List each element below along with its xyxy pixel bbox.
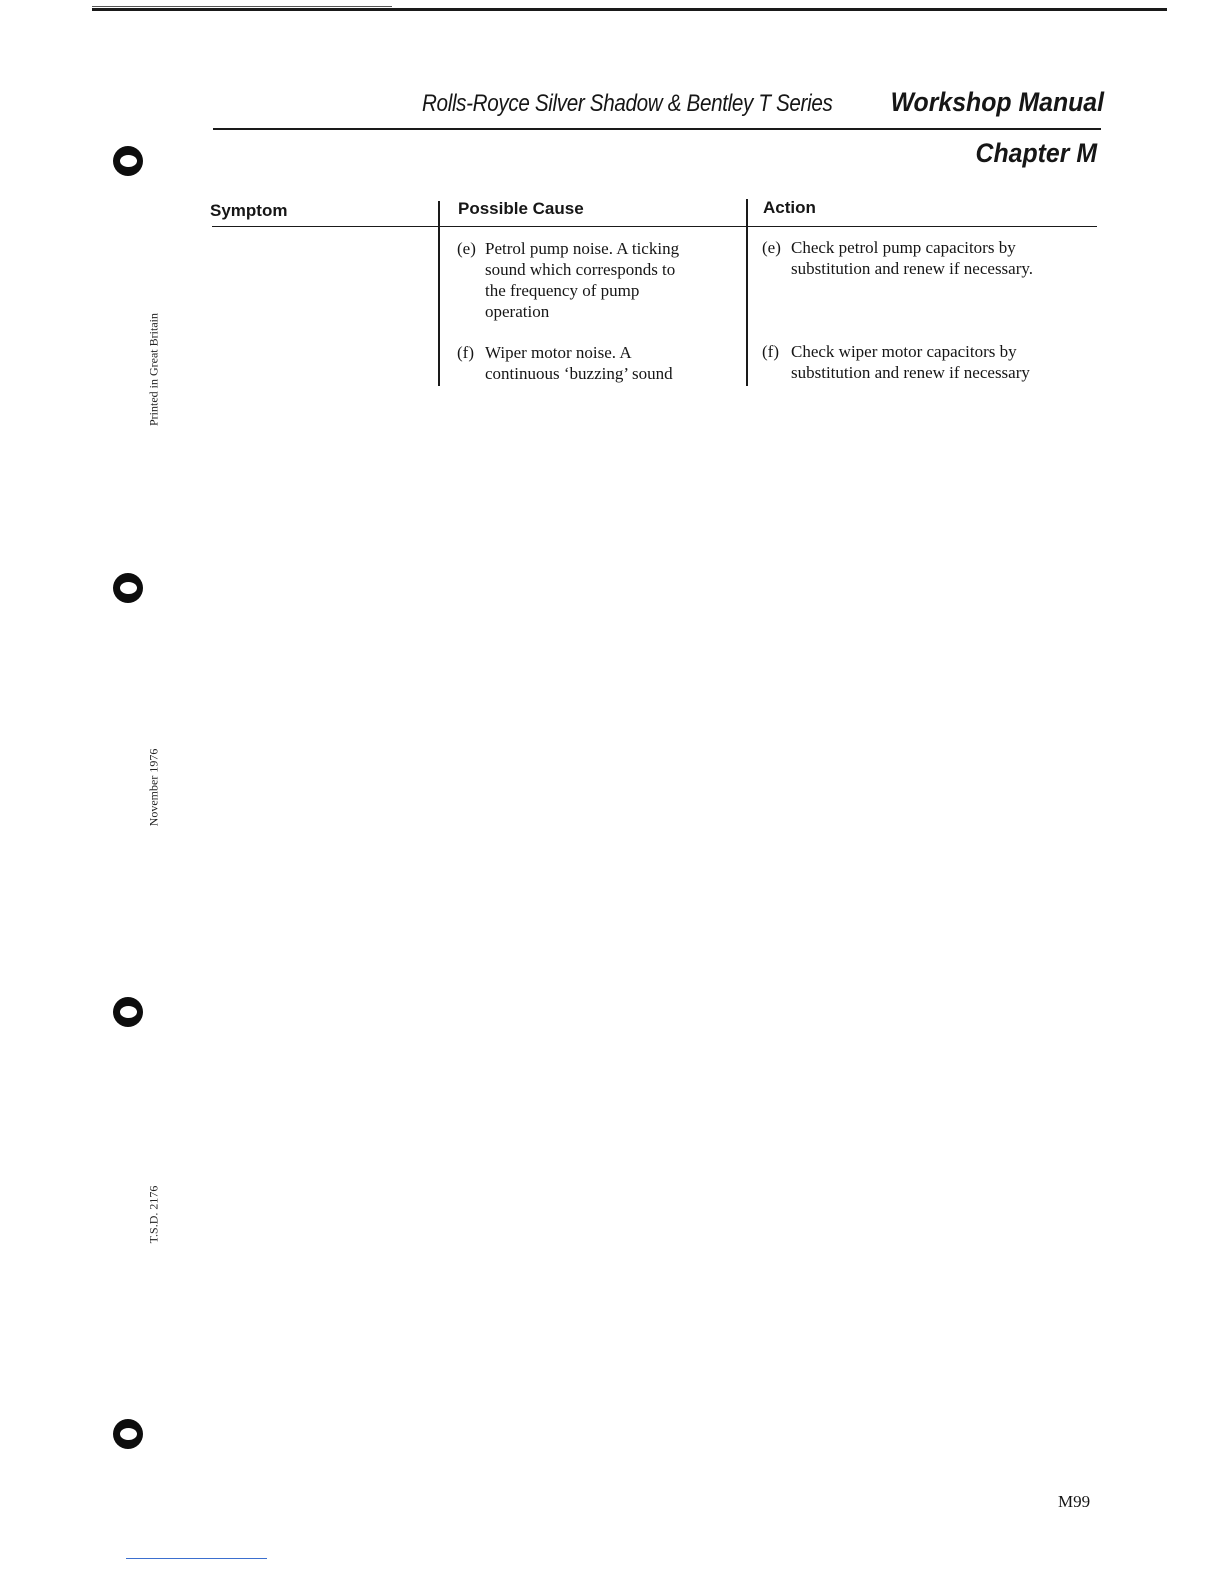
- manual-title: Rolls-Royce Silver Shadow & Bentley T Series: [422, 90, 833, 117]
- table-header-rule: [212, 226, 1097, 227]
- text-line: continuous ‘buzzing’ sound: [485, 364, 673, 383]
- header-rule: [213, 128, 1101, 130]
- action-label: (f): [762, 342, 779, 361]
- cause-entry-f: [457, 342, 747, 392]
- tsd-note: T.S.D. 2176: [146, 1185, 161, 1244]
- text-line: Petrol pump noise. A ticking: [485, 239, 680, 258]
- printed-in-note: Printed in Great Britain: [146, 313, 161, 426]
- action-text: [791, 341, 1030, 383]
- text-line: substitution and renew if necessary.: [791, 259, 1034, 278]
- action-entry-f: [762, 341, 1102, 391]
- bottom-rule: [126, 1558, 267, 1559]
- binder-hole-icon: [113, 1419, 143, 1449]
- cause-entry-e: [457, 238, 747, 328]
- text-line: substitution and renew if necessary: [791, 363, 1030, 382]
- text-line: sound which corresponds to: [485, 260, 676, 279]
- action-column-header: Action: [763, 198, 816, 217]
- page-number: M99: [1058, 1492, 1091, 1511]
- binder-hole-icon: [113, 997, 143, 1027]
- text-line: Check petrol pump capacitors by: [791, 238, 1016, 257]
- possible-cause-column-header: Possible Cause: [458, 199, 584, 218]
- cause-text: [485, 342, 673, 384]
- symptom-column-header: Symptom: [210, 201, 288, 220]
- text-line: Wiper motor noise. A: [485, 343, 632, 362]
- chapter-title: Chapter M: [975, 138, 1097, 168]
- workshop-manual-title: Workshop Manual: [890, 87, 1104, 117]
- top-border-rule: [92, 8, 1167, 11]
- text-line: Check wiper motor capacitors by: [791, 342, 1017, 361]
- text-line: the frequency of pump: [485, 281, 640, 300]
- cause-label: (e): [457, 239, 476, 258]
- column-divider: [438, 201, 440, 386]
- binder-hole-icon: [113, 573, 143, 603]
- action-entry-e: [762, 237, 1102, 287]
- cause-text: [485, 238, 679, 322]
- binder-hole-icon: [113, 146, 143, 176]
- date-note: November 1976: [146, 748, 161, 827]
- action-label: (e): [762, 238, 781, 257]
- top-edge-line: [92, 6, 392, 7]
- text-line: operation: [485, 302, 550, 321]
- action-text: [791, 237, 1033, 279]
- cause-label: (f): [457, 343, 474, 362]
